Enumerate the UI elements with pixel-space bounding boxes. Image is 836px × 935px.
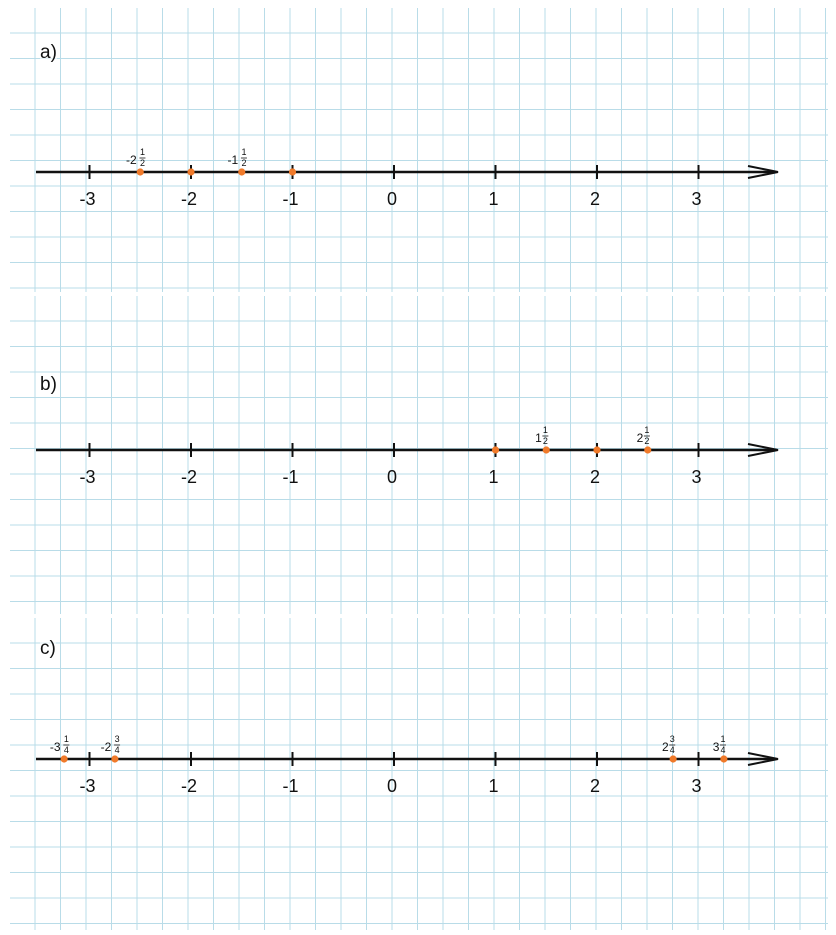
point-label-whole: 3	[712, 740, 720, 754]
point-label-denominator: 4	[720, 745, 726, 755]
number-line-c	[36, 734, 778, 796]
point-label-whole: -2	[126, 153, 137, 167]
point-label-whole: -1	[227, 153, 239, 167]
point-marker	[187, 168, 194, 175]
point-label-denominator: 2	[542, 436, 548, 446]
tick-label: -1	[282, 189, 299, 209]
point-label	[535, 425, 548, 446]
number-line-a	[36, 147, 778, 209]
point-marker	[111, 755, 118, 762]
point-label-denominator: 2	[139, 158, 145, 168]
point-label	[126, 147, 145, 168]
tick-label: 1	[488, 467, 499, 487]
point-label-denominator: 2	[241, 158, 247, 168]
tick-label: 3	[691, 189, 702, 209]
point-label	[50, 734, 69, 755]
point-label-denominator: 4	[114, 745, 120, 755]
point-label	[662, 734, 675, 755]
tick-label: 1	[488, 776, 499, 796]
tick-label: -2	[180, 776, 198, 796]
point-label-whole: -2	[100, 740, 112, 754]
tick-label: -1	[282, 776, 299, 796]
point-label-denominator: 2	[644, 436, 650, 446]
tick-label: 2	[589, 776, 601, 796]
point-marker	[61, 755, 68, 762]
point-marker	[137, 168, 144, 175]
point-marker	[593, 446, 600, 453]
point-label-numerator: 3	[114, 734, 120, 744]
tick-label: 2	[589, 189, 601, 209]
point-marker	[644, 446, 651, 453]
point-marker	[543, 446, 550, 453]
point-marker	[238, 168, 245, 175]
point-label	[637, 425, 650, 446]
tick-label: 3	[691, 776, 702, 796]
tick-label: 0	[386, 189, 398, 209]
part-label-c: c)	[40, 638, 56, 659]
tick-label: 3	[691, 467, 702, 487]
point-label-whole: 2	[636, 431, 644, 445]
tick-label: -2	[180, 467, 198, 487]
point-label-numerator: 1	[542, 425, 548, 435]
point-marker	[289, 168, 296, 175]
point-label-denominator: 4	[63, 745, 69, 755]
point-label-whole: 2	[662, 740, 669, 754]
point-marker	[720, 755, 727, 762]
point-label	[228, 147, 247, 168]
point-label-numerator: 1	[644, 425, 650, 435]
tick-label: 2	[589, 467, 601, 487]
number-line-b	[36, 425, 778, 487]
point-marker	[670, 755, 677, 762]
point-label-numerator: 1	[63, 734, 69, 744]
point-label-numerator: 3	[669, 734, 675, 744]
point-marker	[492, 446, 499, 453]
tick-label: -2	[180, 189, 198, 209]
point-label-numerator: 1	[139, 147, 145, 157]
tick-label: -1	[282, 467, 299, 487]
tick-label: -3	[79, 776, 96, 796]
point-label	[101, 734, 120, 755]
point-label-numerator: 1	[720, 734, 726, 744]
point-label-whole: -3	[49, 740, 61, 754]
part-label-b: b)	[40, 374, 57, 395]
tick-label: 0	[386, 467, 398, 487]
tick-label: 1	[488, 189, 499, 209]
tick-label: 0	[386, 776, 398, 796]
point-label	[713, 734, 726, 755]
point-label-numerator: 1	[241, 147, 247, 157]
point-label-denominator: 4	[669, 745, 675, 755]
point-label-whole: 1	[535, 431, 542, 445]
tick-label: -3	[79, 467, 96, 487]
part-label-a: a)	[40, 42, 57, 63]
tick-label: -3	[79, 189, 96, 209]
